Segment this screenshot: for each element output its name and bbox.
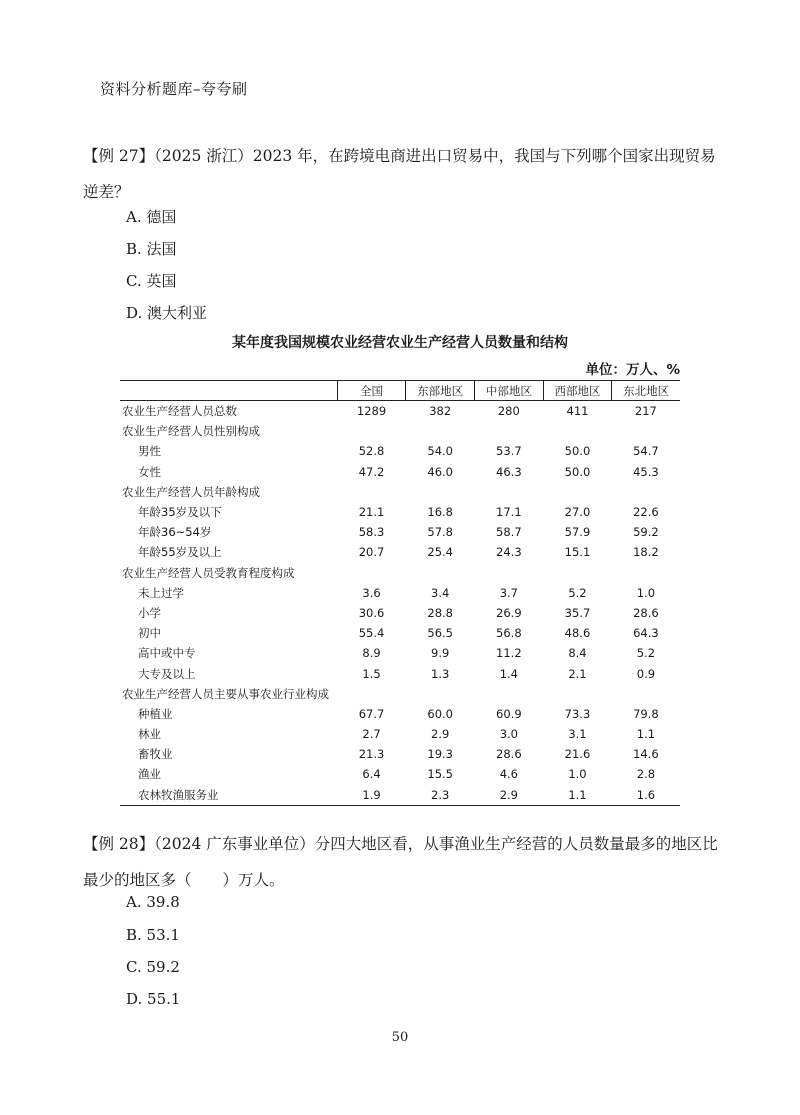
row-label: 年龄36~54岁	[138, 525, 212, 540]
table-row	[120, 542, 680, 562]
table-cell: 1289	[356, 404, 387, 419]
col-central: 中部地区	[475, 381, 544, 401]
table-cell: 2.9	[499, 787, 518, 802]
table-cell: 1.3	[431, 666, 450, 681]
table-cell	[612, 684, 680, 704]
table-cell: 26.9	[496, 605, 522, 620]
table-cell: 15.1	[564, 545, 591, 560]
table-cell	[337, 421, 406, 441]
table-cell: 2.8	[636, 767, 656, 782]
table-cell: 0.9	[636, 666, 656, 681]
table-row	[120, 563, 680, 583]
table-cell: 2.3	[431, 787, 450, 802]
table-cell: 73.3	[564, 706, 591, 721]
table-cell	[337, 482, 406, 502]
table-cell: 3.6	[362, 585, 381, 600]
table-cell: 21.1	[358, 505, 385, 520]
table-cell: 382	[429, 404, 452, 419]
table-row	[120, 704, 680, 724]
data-table	[120, 380, 680, 806]
table-cell: 1.0	[636, 585, 656, 600]
table-cell: 64.3	[633, 626, 659, 641]
table-cell: 28.6	[633, 605, 659, 620]
table-row	[120, 603, 680, 623]
table-cell	[475, 563, 544, 583]
row-label: 年龄55岁及以上	[138, 545, 222, 560]
table-title: 某年度我国规模农业经营农业生产经营人员数量和结构	[232, 335, 568, 351]
row-group-label: 农业生产经营人员主要从事农业行业构成	[122, 686, 329, 701]
table-row	[120, 462, 680, 482]
table-cell	[475, 684, 544, 704]
table-cell: 50.0	[564, 464, 591, 479]
row-group-label: 农业生产经营人员总数	[122, 404, 237, 419]
table-row	[120, 583, 680, 603]
row-label: 初中	[138, 626, 161, 641]
table-cell: 5.2	[636, 646, 656, 661]
table-cell	[337, 563, 406, 583]
table-cell: 54.0	[427, 444, 453, 459]
table-cell: 35.7	[564, 605, 591, 620]
table-cell: 58.3	[358, 525, 385, 540]
table-cell: 28.8	[427, 605, 453, 620]
table-row	[120, 421, 680, 441]
q28-option-b: B. 53.1	[126, 926, 180, 944]
table-cell: 46.0	[427, 464, 453, 479]
row-group-label: 农业生产经营人员受教育程度构成	[122, 565, 295, 580]
row-label: 农林牧渔服务业	[138, 787, 219, 802]
table-cell	[612, 563, 680, 583]
q28-option-d: D. 55.1	[126, 990, 181, 1008]
table-cell: 47.2	[358, 464, 385, 479]
table-cell	[406, 684, 475, 704]
table-cell: 19.3	[427, 747, 453, 762]
table-cell: 2.9	[431, 727, 450, 742]
table-cell: 55.4	[358, 626, 385, 641]
table-row	[120, 764, 680, 784]
header-blank	[120, 381, 337, 401]
row-label: 渔业	[138, 767, 161, 782]
table-cell: 60.0	[427, 706, 453, 721]
table-cell	[543, 684, 612, 704]
q27-option-b: B. 法国	[126, 240, 177, 258]
table-row	[120, 785, 680, 806]
table-row	[120, 623, 680, 643]
table-cell: 59.2	[633, 525, 659, 540]
table-cell: 1.0	[568, 767, 587, 782]
table-cell	[406, 421, 475, 441]
col-national: 全国	[337, 381, 406, 401]
table-cell: 21.3	[358, 747, 385, 762]
row-label: 林业	[138, 727, 161, 742]
table-cell: 24.3	[496, 545, 522, 560]
table-cell	[543, 482, 612, 502]
row-label: 年龄35岁及以下	[138, 505, 222, 520]
table-cell	[612, 482, 680, 502]
table-cell: 56.8	[496, 626, 522, 641]
table-cell: 30.6	[358, 605, 385, 620]
table-cell: 57.9	[564, 525, 591, 540]
table-cell: 3.7	[499, 585, 518, 600]
table-cell: 280	[497, 404, 520, 419]
table-row	[120, 502, 680, 522]
q28-option-a: A. 39.8	[126, 893, 180, 911]
table-cell: 11.2	[496, 646, 522, 661]
q27-option-c: C. 英国	[126, 272, 177, 290]
table-row	[120, 663, 680, 683]
table-cell: 1.9	[362, 787, 381, 802]
table-cell: 217	[634, 404, 657, 419]
table-cell: 21.6	[564, 747, 591, 762]
question-28-text: 【例 28】（2024 广东事业单位）分四大地区看，从事渔业生产经营的人员数量最多的地区比最少的地区多（ ）万人。	[83, 835, 718, 889]
table-cell: 22.6	[633, 505, 659, 520]
table-row	[120, 643, 680, 663]
table-cell: 25.4	[427, 545, 453, 560]
table-cell: 1.5	[362, 666, 381, 681]
table-cell: 1.1	[636, 727, 656, 742]
table-cell: 1.6	[636, 787, 656, 802]
table-cell	[406, 482, 475, 502]
table-row	[120, 441, 680, 461]
table-cell: 1.4	[499, 666, 518, 681]
row-label: 种植业	[138, 706, 173, 721]
table-header-row	[120, 381, 680, 401]
row-label: 男性	[138, 444, 161, 459]
table-row	[120, 744, 680, 764]
row-label: 高中或中专	[138, 646, 196, 661]
table-cell: 67.7	[358, 706, 385, 721]
row-label: 小学	[138, 605, 161, 620]
table-cell: 4.6	[499, 767, 518, 782]
row-label: 大专及以上	[138, 666, 196, 681]
table-cell: 14.6	[633, 747, 659, 762]
table-cell: 9.9	[431, 646, 450, 661]
table-cell: 20.7	[358, 545, 385, 560]
table-cell	[543, 421, 612, 441]
table-row	[120, 401, 680, 422]
table-cell: 27.0	[564, 505, 591, 520]
table-cell: 411	[566, 404, 589, 419]
table-cell: 54.7	[633, 444, 659, 459]
table-cell: 57.8	[427, 525, 453, 540]
page-header: 资料分析题库–夸夸刷	[100, 80, 248, 98]
row-label: 畜牧业	[138, 747, 173, 762]
col-west: 西部地区	[543, 381, 612, 401]
row-label: 未上过学	[138, 585, 184, 600]
page-number: 50	[391, 1030, 409, 1045]
col-northeast: 东北地区	[612, 381, 680, 401]
row-group-label: 农业生产经营人员性别构成	[122, 424, 260, 439]
table-cell: 60.9	[496, 706, 522, 721]
table-cell: 6.4	[362, 767, 381, 782]
table-cell: 48.6	[564, 626, 591, 641]
row-group-label: 农业生产经营人员年龄构成	[122, 484, 260, 499]
table-cell: 58.7	[496, 525, 522, 540]
col-east: 东部地区	[406, 381, 475, 401]
table-cell: 8.4	[568, 646, 587, 661]
table-cell: 16.8	[427, 505, 453, 520]
table-cell	[475, 421, 544, 441]
table-cell: 3.0	[499, 727, 518, 742]
table-cell	[475, 482, 544, 502]
table-cell	[612, 421, 680, 441]
table-cell: 28.6	[496, 747, 522, 762]
table-cell: 2.7	[362, 727, 381, 742]
table-row	[120, 684, 680, 704]
table-cell: 5.2	[568, 585, 587, 600]
table-cell: 45.3	[633, 464, 659, 479]
table-cell: 15.5	[427, 767, 453, 782]
table-cell: 1.1	[568, 787, 587, 802]
table-cell	[543, 563, 612, 583]
question-27-text: 【例 27】（2025 浙江）2023 年，在跨境电商进出口贸易中，我国与下列哪个国家出现贸易逆差？	[83, 147, 716, 201]
table-row	[120, 482, 680, 502]
row-label: 女性	[138, 464, 161, 479]
q28-option-c: C. 59.2	[126, 958, 180, 976]
table-cell: 3.4	[431, 585, 450, 600]
table-cell: 46.3	[496, 464, 522, 479]
table-cell: 2.1	[568, 666, 587, 681]
q27-option-d: D. 澳大利亚	[126, 304, 208, 322]
table-cell: 3.1	[568, 727, 587, 742]
q27-option-a: A. 德国	[126, 208, 177, 226]
table-row	[120, 724, 680, 744]
table-cell: 18.2	[633, 545, 659, 560]
table-cell: 52.8	[358, 444, 385, 459]
table-cell: 17.1	[496, 505, 522, 520]
table-cell	[337, 684, 406, 704]
table-cell: 8.9	[362, 646, 381, 661]
table-cell	[406, 563, 475, 583]
table-cell: 50.0	[564, 444, 591, 459]
table-cell: 53.7	[496, 444, 522, 459]
table-unit: 单位：万人、%	[585, 362, 680, 378]
table-cell: 79.8	[633, 706, 659, 721]
table-row	[120, 522, 680, 542]
table-cell: 56.5	[427, 626, 453, 641]
